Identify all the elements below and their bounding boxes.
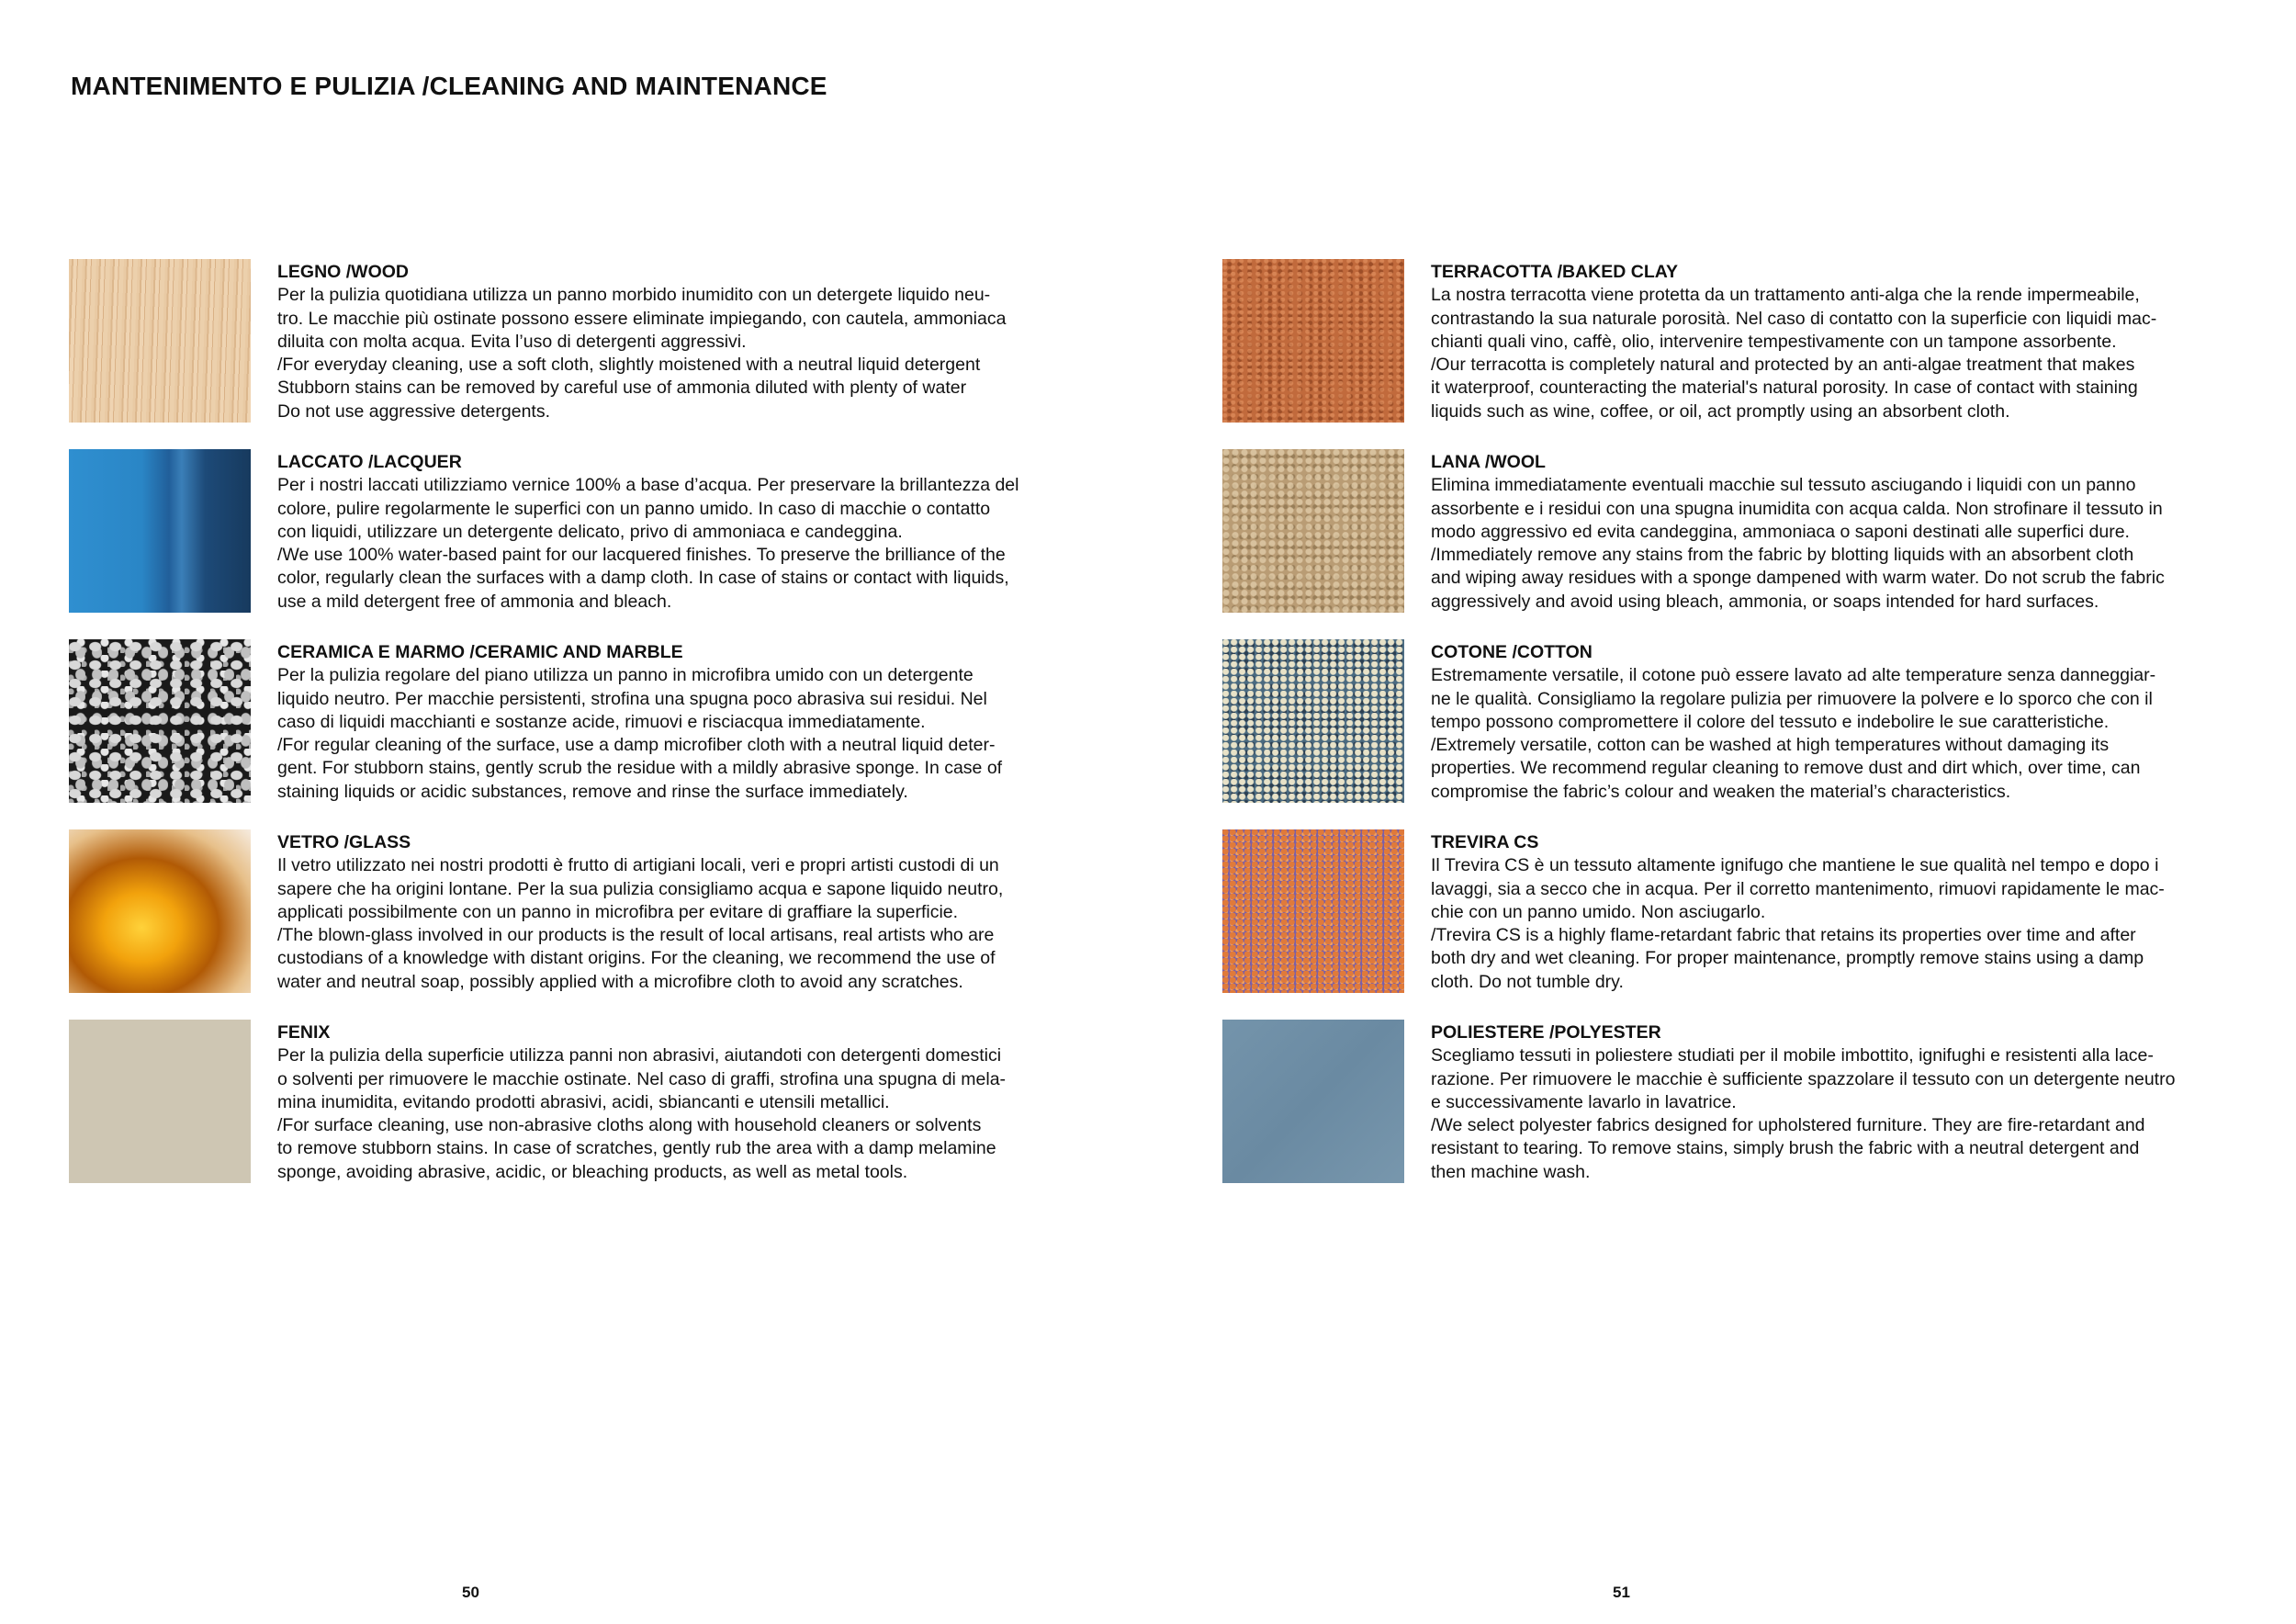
material-text bbox=[277, 1021, 1159, 1184]
lacquer-swatch-image bbox=[69, 449, 251, 613]
body-text-line: and wiping away residues with a sponge dampened with warm water. Do not scrub the fabric bbox=[1431, 568, 2165, 589]
body-text-line: then machine wash. bbox=[1431, 1161, 1591, 1182]
body-text-line: compromise the fabric’s colour and weaken the material’s characteristics. bbox=[1431, 781, 2011, 802]
material-text bbox=[277, 451, 1159, 614]
body-text-line: Per la pulizia della superficie utilizza panni non abrasivi, aiutandoti con detergenti domestici bbox=[277, 1045, 1002, 1066]
body-text-line: /For surface cleaning, use non-abrasive cloths along with household cleaners or solvents bbox=[277, 1115, 982, 1136]
wool-swatch-image bbox=[1222, 449, 1404, 613]
body-text-line: tro. Le macchie più ostinate possono essere eliminate impiegando, con cautela, ammoniaca bbox=[277, 308, 1007, 329]
material-heading: LACCATO /LACQUER bbox=[277, 452, 462, 472]
body-text-line: Il Trevira CS è un tessuto altamente ignifugo che mantiene le sue qualità nel tempo e dopo i bbox=[1431, 855, 2159, 876]
material-text bbox=[1431, 451, 2296, 614]
body-text-line: con liquidi, utilizzare un detergente delicato, privo di ammoniaca e candeggina. bbox=[277, 521, 903, 542]
body-text-line: /We use 100% water-based paint for our lacquered finishes. To preserve the brilliance of the bbox=[277, 545, 1006, 566]
body-text-line: water and neutral soap, possibly applied with a microfibre cloth to avoid any scratches. bbox=[277, 971, 963, 992]
body-text-line: /Trevira CS is a highly flame-retardant fabric that retains its properties over time and after bbox=[1431, 925, 2136, 946]
page-number-left: 50 bbox=[462, 1584, 479, 1601]
body-text-line: color, regularly clean the surfaces with a damp cloth. In case of stains or contact with liquids, bbox=[277, 568, 1009, 589]
body-text-line: /For regular cleaning of the surface, use a damp microfiber cloth with a neutral liquid deter- bbox=[277, 735, 996, 756]
material-text bbox=[1431, 641, 2296, 804]
body-text-line: use a mild detergent free of ammonia and bleach. bbox=[277, 591, 672, 612]
body-text-line: applicati possibilmente con un panno in microfibra per evitare di graffiare la superficie. bbox=[277, 901, 959, 922]
material-text bbox=[1431, 1021, 2296, 1184]
cotton-swatch-image bbox=[1222, 639, 1404, 803]
material-text bbox=[277, 641, 1159, 804]
body-text-line: e successivamente lavarlo in lavatrice. bbox=[1431, 1091, 1737, 1112]
body-text-line: Estremamente versatile, il cotone può essere lavato ad alte temperature senza danneggiar- bbox=[1431, 665, 2156, 686]
body-text-line: /Our terracotta is completely natural and protected by an anti-algae treatment that makes bbox=[1431, 355, 2135, 376]
body-text-line: resistant to tearing. To remove stains, simply brush the fabric with a neutral detergent and bbox=[1431, 1138, 2140, 1159]
page-number-right: 51 bbox=[1613, 1584, 1630, 1601]
body-text-line: to remove stubborn stains. In case of scratches, gently rub the area with a damp melamine bbox=[277, 1138, 996, 1159]
material-heading: COTONE /COTTON bbox=[1431, 642, 1593, 662]
body-text-line: lavaggi, sia a secco che in acqua. Per il corretto mantenimento, rimuovi rapidamente le mac- bbox=[1431, 878, 2165, 899]
material-heading: LANA /WOOL bbox=[1431, 452, 1546, 472]
material-heading: FENIX bbox=[277, 1022, 331, 1043]
body-text-line: gent. For stubborn stains, gently scrub the residue with a mildly abrasive sponge. In case of bbox=[277, 758, 1003, 779]
body-text-line: Per la pulizia quotidiana utilizza un panno morbido inumidito con un detergete liquido neu- bbox=[277, 285, 991, 306]
body-text-line: sponge, avoiding abrasive, acidic, or bleaching products, as well as metal tools. bbox=[277, 1161, 908, 1182]
body-text-line: custodians of a knowledge with distant origins. For the cleaning, we recommend the use of bbox=[277, 948, 996, 969]
page-title: MANTENIMENTO E PULIZIA /CLEANING AND MAINTENANCE bbox=[71, 72, 827, 100]
body-text-line: sapere che ha origini lontane. Per la sua pulizia consigliamo acqua e sapone liquido neutro, bbox=[277, 878, 1004, 899]
body-text-line: tempo possono compromettere il colore del tessuto e indebolire le sue caratteristiche. bbox=[1431, 711, 2110, 732]
material-text bbox=[277, 261, 1159, 423]
material-text bbox=[277, 831, 1159, 994]
body-text-line: assorbente e i residui con una spugna inumidita con acqua calda. Non strofinare il tessuto in bbox=[1431, 498, 2163, 519]
body-text-line: aggressively and avoid using bleach, ammonia, or soaps intended for hard surfaces. bbox=[1431, 591, 2099, 612]
body-text-line: modo aggressivo ed evita candeggina, ammoniaca o saponi destinati alle superfici dure. bbox=[1431, 521, 2130, 542]
body-text-line: Elimina immediatamente eventuali macchie sul tessuto asciugando i liquidi con un panno bbox=[1431, 475, 2136, 496]
body-text-line: razione. Per rimuovere le macchie è sufficiente spazzolare il tessuto con un detergente neutro bbox=[1431, 1068, 2176, 1089]
body-text-line: diluita con molta acqua. Evita l’uso di detergenti aggressivi. bbox=[277, 331, 747, 352]
material-heading: VETRO /GLASS bbox=[277, 832, 411, 852]
body-text-line: caso di liquidi macchianti e sostanze acide, rimuovi e risciacqua immediatamente. bbox=[277, 711, 926, 732]
body-text-line: chie con un panno umido. Non asciugarlo. bbox=[1431, 901, 1766, 922]
body-text-line: Scegliamo tessuti in poliestere studiati per il mobile imbottito, ignifughi e resistenti alla lace- bbox=[1431, 1045, 2154, 1066]
body-text-line: properties. We recommend regular cleaning to remove dust and dirt which, over time, can bbox=[1431, 758, 2141, 779]
body-text-line: liquido neutro. Per macchie persistenti, strofina una spugna poco abrasiva sui residui. Nel bbox=[277, 688, 987, 709]
material-heading: LEGNO /WOOD bbox=[277, 262, 409, 282]
terracotta-swatch-image bbox=[1222, 259, 1404, 423]
body-text-line: /Extremely versatile, cotton can be washed at high temperatures without damaging its bbox=[1431, 735, 2110, 756]
material-heading: POLIESTERE /POLYESTER bbox=[1431, 1022, 1661, 1043]
body-text-line: liquids such as wine, coffee, or oil, act promptly using an absorbent cloth. bbox=[1431, 400, 2010, 422]
body-text-line: Il vetro utilizzato nei nostri prodotti è frutto di artigiani locali, veri e propri artisti custodi di un bbox=[277, 855, 999, 876]
material-heading: TREVIRA CS bbox=[1431, 832, 1539, 852]
body-text-line: both dry and wet cleaning. For proper maintenance, promptly remove stains using a damp bbox=[1431, 948, 2144, 969]
body-text-line: /Immediately remove any stains from the fabric by blotting liquids with an absorbent cloth bbox=[1431, 545, 2134, 566]
body-text-line: /We select polyester fabrics designed for upholstered furniture. They are fire-retardant and bbox=[1431, 1115, 2145, 1136]
material-text bbox=[1431, 261, 2296, 423]
material-heading: CERAMICA E MARMO /CERAMIC AND MARBLE bbox=[277, 642, 683, 662]
body-text-line: it waterproof, counteracting the material's natural porosity. In case of contact with staining bbox=[1431, 378, 2138, 399]
body-text-line: Per la pulizia regolare del piano utilizza un panno in microfibra umido con un detergente bbox=[277, 665, 974, 686]
body-text-line: cloth. Do not tumble dry. bbox=[1431, 971, 1624, 992]
wood-swatch-image bbox=[69, 259, 251, 423]
body-text-line: contrastando la sua naturale porosità. Nel caso di contatto con la superficie con liquidi mac- bbox=[1431, 308, 2157, 329]
body-text-line: La nostra terracotta viene protetta da un trattamento anti-alga che la rende impermeabile, bbox=[1431, 285, 2140, 306]
material-heading: TERRACOTTA /BAKED CLAY bbox=[1431, 262, 1679, 282]
trevira-swatch-image bbox=[1222, 829, 1404, 993]
body-text-line: /For everyday cleaning, use a soft cloth, slightly moistened with a neutral liquid detergent bbox=[277, 355, 981, 376]
material-text bbox=[1431, 831, 2296, 994]
body-text-line: /The blown-glass involved in our products is the result of local artisans, real artists who are bbox=[277, 925, 995, 946]
ceramic-swatch-image bbox=[69, 639, 251, 803]
body-text-line: Stubborn stains can be removed by careful use of ammonia diluted with plenty of water bbox=[277, 378, 967, 399]
body-text-line: staining liquids or acidic substances, remove and rinse the surface immediately. bbox=[277, 781, 908, 802]
body-text-line: Per i nostri laccati utilizziamo vernice 100% a base d’acqua. Per preservare la brillantezza del bbox=[277, 475, 1019, 496]
polyester-swatch-image bbox=[1222, 1020, 1404, 1183]
fenix-swatch-image bbox=[69, 1020, 251, 1183]
glass-swatch-image bbox=[69, 829, 251, 993]
body-text-line: ne le qualità. Consigliamo la regolare pulizia per rimuovere la polvere e lo sporco che con il bbox=[1431, 688, 2153, 709]
body-text-line: o solventi per rimuovere le macchie ostinate. Nel caso di graffi, strofina una spugna di mela- bbox=[277, 1068, 1007, 1089]
body-text-line: chianti quali vino, caffè, olio, intervenire tempestivamente con un tampone assorbente. bbox=[1431, 331, 2117, 352]
body-text-line: colore, pulire regolarmente le superfici con un panno umido. In caso di macchie o contatto bbox=[277, 498, 991, 519]
body-text-line: Do not use aggressive detergents. bbox=[277, 400, 551, 422]
body-text-line: mina inumidita, evitando prodotti abrasivi, acidi, sbiancanti e utensili metallici. bbox=[277, 1091, 890, 1112]
